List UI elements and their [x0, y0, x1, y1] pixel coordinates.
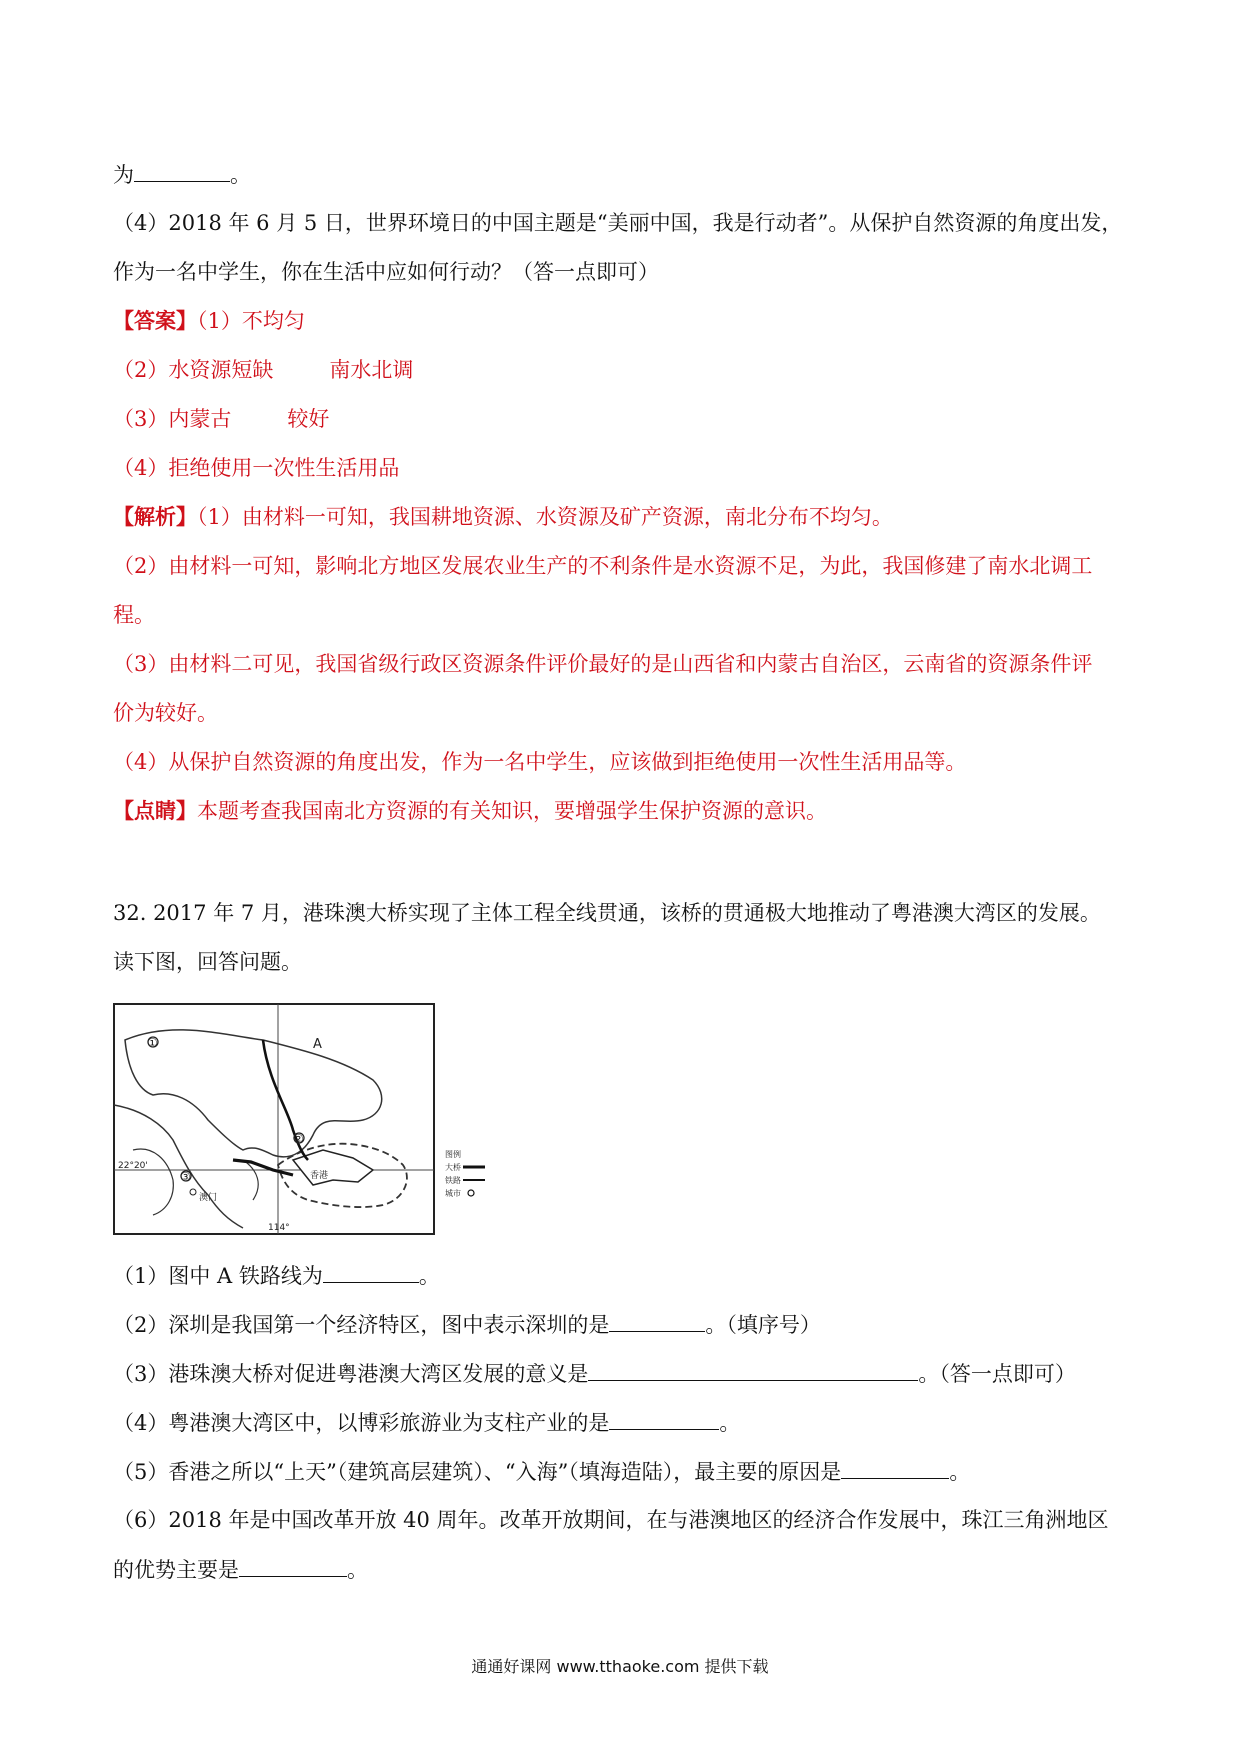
q31-fill-line: 为 。: [113, 159, 251, 190]
answer-blank[interactable]: [841, 1456, 949, 1479]
q32-sub3: （3）港珠澳大桥对促进粤港澳大湾区发展的意义是 。（答一点即可）: [113, 1358, 1076, 1389]
map-marker-2: ②: [293, 1132, 304, 1146]
answer-block-line1: [113, 306, 305, 336]
q32-sub6-line1: （6）2018 年是中国改革开放 40 周年。改革开放期间，在与港澳地区的经济合作发展中，珠江三角洲地区: [113, 1508, 1109, 1532]
q31-part4-line1: （4）2018 年 6 月 5 日，世界环境日的中国主题是“美丽中国，我是行动者”。从保护自然资源的角度出发，: [113, 211, 1123, 235]
analysis-line1: [113, 502, 893, 532]
q31-lead: 为: [113, 163, 134, 187]
analysis-1: （1）由材料一可知，我国耕地资源、水资源及矿产资源，南北分布不均匀。: [197, 505, 893, 529]
page-footer: 通通好课网 www.tthaoke.com 提供下载: [471, 1657, 769, 1676]
q32-sub5: （5）香港之所以“上天”（建筑高层建筑）、“入海”（填海造陆），最主要的原因是 。: [113, 1456, 970, 1487]
legend-rail-label: 铁路: [445, 1176, 461, 1185]
answer-3b: 较好: [287, 407, 330, 431]
answer-4: （4）拒绝使用一次性生活用品: [113, 456, 400, 480]
map-marker-3: ③: [180, 1170, 191, 1184]
q31-part4-line2: 作为一名中学生，你在生活中应如何行动？（答一点即可）: [113, 260, 659, 284]
legend-city-label: 城市: [445, 1189, 461, 1198]
analysis-tag: 【解析】: [113, 504, 197, 529]
answer-blank[interactable]: [588, 1358, 918, 1381]
answer-block-line2: [113, 355, 413, 385]
analysis-3-line2: 价为较好。: [113, 701, 218, 725]
q32-stem-line2: 读下图，回答问题。: [113, 950, 302, 974]
map-longitude-label: 114°: [268, 1223, 290, 1233]
map-marker-1: ①: [147, 1036, 158, 1050]
analysis-4: （4）从保护自然资源的角度出发，作为一名中学生，应该做到拒绝使用一次性生活用品等。: [113, 750, 967, 774]
answer-1: （1）不均匀: [197, 309, 305, 333]
comment-text: 本题考查我国南北方资源的有关知识，要增强学生保护资源的意识。: [197, 799, 827, 823]
q32-sub2: （2）深圳是我国第一个经济特区，图中表示深圳的是 。（填序号）: [113, 1309, 821, 1340]
answer-2b: 南水北调: [329, 358, 414, 382]
q32-sub4: （4）粤港澳大湾区中，以博彩旅游业为支柱产业的是 。: [113, 1407, 740, 1438]
map-latitude-label: 22°20': [118, 1161, 148, 1171]
q32-sub1: （1）图中 A 铁路线为 。: [113, 1260, 440, 1291]
answer-3a: （3）内蒙古: [113, 407, 232, 431]
answer-2a: （2）水资源短缺: [113, 358, 274, 382]
answer-block-line3: [113, 404, 329, 434]
answer-blank[interactable]: [134, 159, 230, 182]
answer-blank[interactable]: [323, 1260, 419, 1283]
answer-blank[interactable]: [609, 1407, 719, 1430]
map-macau-label: 澳门: [199, 1193, 218, 1203]
analysis-2-line1: （2）由材料一可知，影响北方地区发展农业生产的不利条件是水资源不足，为此，我国修建了南水北调工: [113, 554, 1093, 578]
answer-blank[interactable]: [239, 1554, 347, 1577]
q32-stem-line1: 32. 2017 年 7 月，港珠澳大桥实现了主体工程全线贯通，该桥的贯通极大地推动了粤港澳大湾区的发展。: [113, 901, 1101, 925]
map-hongkong-label: 香港: [310, 1171, 329, 1181]
analysis-2-line2: 程。: [113, 603, 155, 627]
map-rail-label: A: [313, 1037, 322, 1052]
answer-blank[interactable]: [609, 1309, 705, 1332]
answer-tag: 【答案】: [113, 308, 197, 333]
greater-bay-area-map: [113, 1000, 503, 1242]
map-legend: [445, 1149, 485, 1198]
legend-bridge-label: 大桥: [445, 1163, 461, 1172]
analysis-3-line1: （3）由材料二可见，我国省级行政区资源条件评价最好的是山西省和内蒙古自治区，云南省的资源条件评: [113, 652, 1093, 676]
comment-line: [113, 796, 827, 826]
legend-title: 图例: [445, 1150, 461, 1159]
q32-sub6-line2: 的优势主要是 。: [113, 1554, 368, 1585]
comment-tag: 【点睛】: [113, 798, 197, 823]
